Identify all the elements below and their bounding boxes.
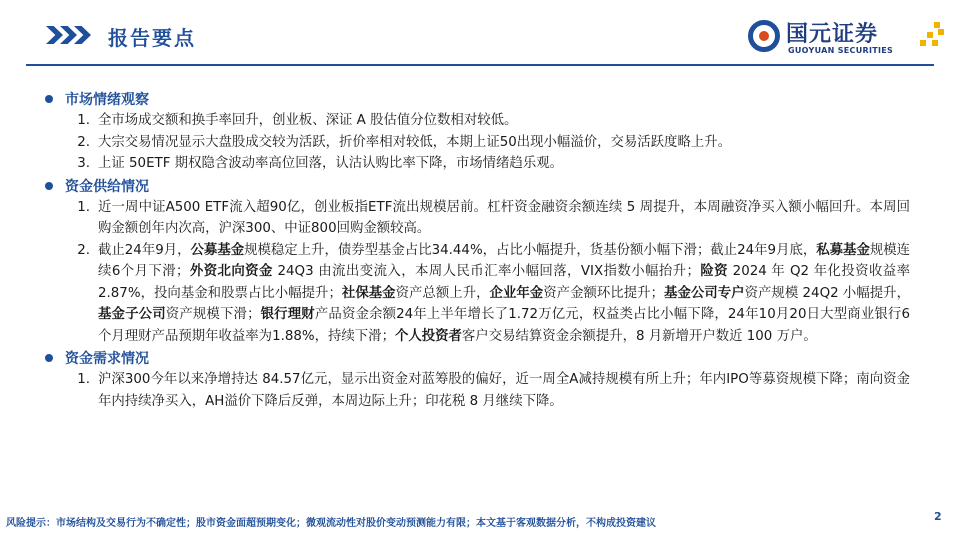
list-item-number: 2.: [77, 134, 90, 150]
section: [40, 88, 920, 175]
emphasis-text: 基金公司专户: [664, 285, 745, 301]
page-title: 报告要点: [108, 26, 196, 50]
logo-squares-icon: [920, 22, 944, 48]
emphasis-text: 银行理财: [260, 307, 315, 322]
list-item-text: [98, 132, 910, 154]
bullet-dot-icon: [45, 354, 53, 362]
emphasis-text: 基金子公司: [98, 307, 166, 322]
risk-disclaimer: 风险提示：市场结构及交易行为不确定性；股市资金面超预期变化；微观流动性对股价变动预测能力有限；本文基于客观数据分析，不构成投资建议: [6, 518, 656, 529]
body-text: 资产总额上升，: [395, 285, 490, 301]
body-text: 上证 50ETF 期权隐含波动率高位回落，认沽认购比率下降，市场情绪趋乐观。: [98, 156, 564, 171]
list-item: [40, 197, 920, 240]
list-item: [40, 240, 920, 348]
emphasis-text: 个人投资者: [394, 328, 462, 344]
company-logo: [748, 14, 944, 60]
section: [40, 347, 920, 412]
section: [40, 175, 920, 348]
logo-name-en: GUOYUAN SECURITIES: [788, 46, 894, 55]
body-text: 全市场成交额和换手率回升，创业板、深证 A 股估值分位数相对较低。: [98, 113, 518, 128]
list-item-number: 1.: [77, 199, 90, 215]
list-item-text: [98, 369, 910, 412]
emphasis-text: 社保基金: [341, 285, 396, 301]
body-text: 截止24年9月，: [98, 242, 191, 258]
body-text: 24Q3 由流出变流入，本周人民币汇率小幅回落，VIX指数小幅抬升；: [272, 264, 700, 279]
emphasis-text: 企业年金: [489, 285, 544, 301]
list-item-number: 3.: [77, 156, 90, 171]
body-text: 近一周中证A500 ETF流入超90亿，创业板指ETF流出规模居前。杠杆资金融资余额连续 5 周提升，本周融资净买入额小幅回升。本周回购金额创年内次高，沪深300、中证800回购金额较高。: [98, 199, 910, 236]
body-text: 资产规模 24Q2 小幅提升，: [744, 285, 910, 301]
list-item-text: [98, 110, 910, 132]
list-item-text: [98, 240, 910, 348]
list-item-number: 2.: [77, 242, 90, 258]
section-heading: [40, 347, 920, 369]
page-number: 2: [934, 510, 942, 523]
list-item-text: [98, 197, 910, 240]
chevron-arrows-icon: [46, 26, 88, 44]
section-heading: [40, 88, 920, 110]
list-item: [40, 153, 920, 175]
body-text: 2024 年 Q2 年化投资收益率 2.87%，投向基金和股票占比小幅提升；: [98, 264, 911, 301]
section-heading-text: 市场情绪观察: [65, 92, 149, 108]
emphasis-text: 公募基金: [190, 242, 245, 258]
emphasis-text: 私募基金: [816, 242, 870, 258]
list-item-number: 1.: [77, 372, 90, 387]
list-item: [40, 132, 920, 154]
body-text: 资产金额环比提升；: [543, 285, 664, 301]
body-text: 规模连续6个月下滑；: [98, 242, 911, 279]
key-points-content: [40, 88, 920, 412]
body-text: 规模稳定上升，债券型基金占比34.44%，占比小幅提升，货基份额小幅下滑；截止24年9月底，: [244, 242, 817, 258]
body-text: 大宗交易情况显示大盘股成交较为活跃，折价率相对较低，本期上证50出现小幅溢价，交易活跃度略上升。: [98, 134, 732, 150]
body-text: 产品资金余额24年上半年增长了1.72万亿元，权益类占比小幅下降，24年10月20日大型商业银行6个月理财产品预期年收益率为1.88%，持续下滑；: [98, 307, 911, 344]
bullet-dot-icon: [45, 182, 53, 190]
list-item-number: 1.: [77, 113, 90, 128]
list-item: [40, 110, 920, 132]
emphasis-text: 险资: [699, 264, 728, 279]
logo-name-cn: 国元证券: [786, 22, 879, 47]
body-text: 沪深300今年以来净增持达 84.57亿元，显示出资金对蓝筹股的偏好，近一周全A减持规模有所上升；年内IPO等募资规模下降；南向资金年内持续净买入，AH溢价下降后反弹，本周边际上升；印花税 8 月继续下降。: [98, 372, 910, 409]
header-divider: [26, 64, 934, 66]
section-heading-text: 资金供给情况: [65, 178, 149, 195]
list-item-text: [98, 153, 910, 175]
body-text: 客户交易结算资金余额提升，8 月新增开户数近 100 万户。: [461, 328, 817, 344]
emphasis-text: 外资北向资金: [189, 264, 273, 279]
section-heading-text: 资金需求情况: [65, 351, 149, 367]
slide-header: [0, 0, 960, 66]
bullet-dot-icon: [45, 95, 53, 103]
list-item: [40, 369, 920, 412]
body-text: 资产规模下滑；: [165, 307, 261, 322]
section-heading: [40, 175, 920, 197]
logo-mark-icon: [748, 20, 780, 52]
